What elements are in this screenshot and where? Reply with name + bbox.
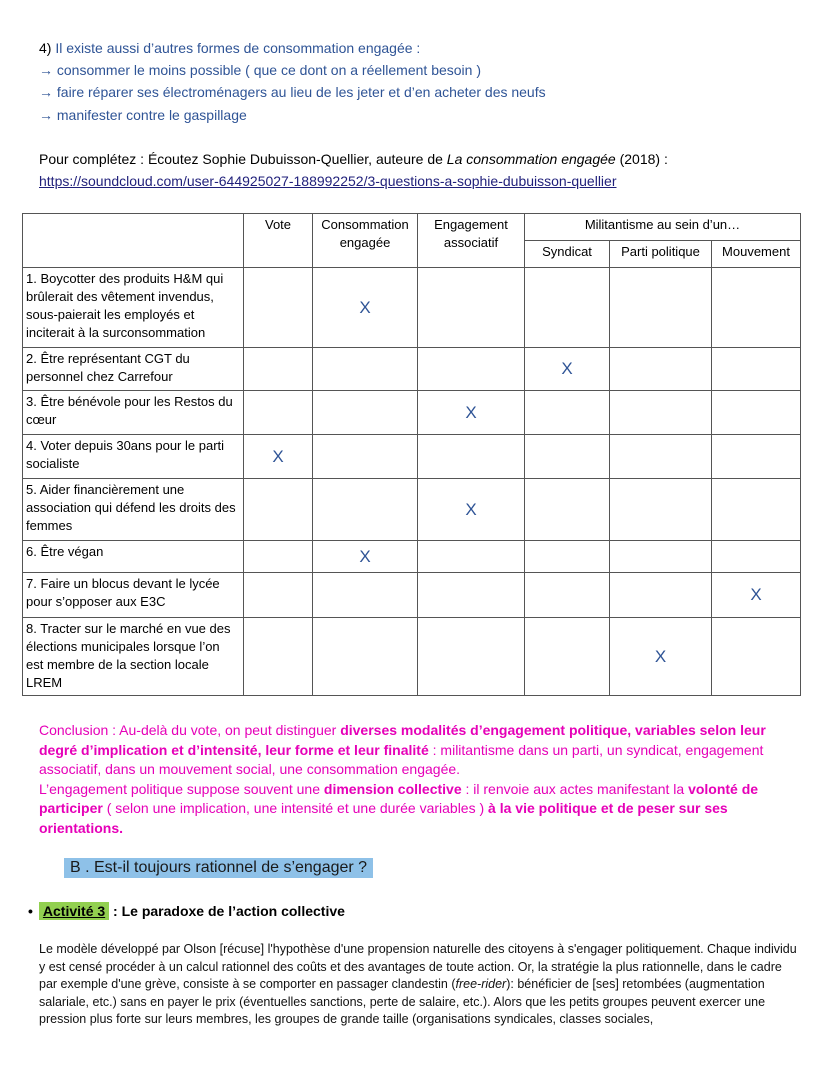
- intro-item-2: → faire réparer ses électroménagers au lieu de les jeter et d’en acheter des neufs: [39, 84, 546, 100]
- cell-parti: [610, 479, 712, 541]
- activity-heading: [28, 903, 345, 919]
- cell-engagement: [418, 268, 525, 348]
- conclusion-bold: diverses modalités d’engagement politique, variables selon leur degré d’implication et d’intensité, leur forme et leur finalité: [39, 722, 766, 758]
- table-body: [23, 268, 801, 696]
- olson-paragraph: [39, 941, 799, 1029]
- cell-parti: [610, 348, 712, 391]
- body-text: Le modèle développé par Olson [récuse] l'hypothèse d'une propension naturelle des citoyens à s'engager politiquement. Chaque individu y est censé procéder à un calcul rationnel des coûts et des avantages de toute action. Or, la stratégie la plus rationnelle, dans le cadre par exemple d'une grève, consiste à se comporter en passager clandestin (: [39, 942, 797, 991]
- row-label: 5. Aider financièrement une association qui défend les droits des femmes: [23, 479, 244, 541]
- conclusion-bold: à la vie politique et de peser sur ses orientations: [39, 800, 728, 836]
- check-mark: X: [465, 499, 477, 519]
- cell-parti: [610, 391, 712, 435]
- check-mark: X: [561, 359, 573, 378]
- cell-consommation: [313, 268, 418, 348]
- conclusion-bold: dimension collective: [323, 780, 462, 797]
- header-parti: Parti politique: [610, 241, 712, 268]
- conclusion-text: Conclusion : Au-delà du vote, on peut distinguer: [39, 722, 341, 738]
- cell-vote: [244, 435, 313, 479]
- book-title: La consommation engagée: [446, 151, 616, 167]
- cell-syndicat: [525, 479, 610, 541]
- header-mouvement: Mouvement: [712, 241, 801, 268]
- cell-engagement: [418, 541, 525, 573]
- intro-item-1: → consommer le moins possible ( que ce dont on a réellement besoin ): [39, 62, 481, 78]
- activity-title: : Le paradoxe de l’action collective: [113, 903, 345, 919]
- check-mark: X: [359, 546, 371, 566]
- cell-consommation: [313, 391, 418, 435]
- cell-engagement: [418, 479, 525, 541]
- header-vote: Vote: [244, 214, 313, 268]
- conclusion-bold: .: [119, 819, 124, 836]
- intro-heading-number: 4): [39, 40, 52, 56]
- cell-consommation: [313, 618, 418, 696]
- cell-mouvement: [712, 435, 801, 479]
- cell-vote: [244, 618, 313, 696]
- cell-consommation: [313, 348, 418, 391]
- table-row: [23, 268, 801, 348]
- table-row: [23, 391, 801, 435]
- table-corner-cell: [23, 214, 244, 268]
- cell-engagement: [418, 435, 525, 479]
- cell-vote: [244, 348, 313, 391]
- cell-engagement: [418, 618, 525, 696]
- conclusion-text: : il renvoie aux actes manifestant la: [461, 780, 689, 797]
- cell-mouvement: [712, 348, 801, 391]
- cell-engagement: [418, 348, 525, 391]
- cell-syndicat: [525, 618, 610, 696]
- cell-vote: [244, 391, 313, 435]
- row-label: 7. Faire un blocus devant le lycée pour s’opposer aux E3C: [23, 573, 244, 618]
- check-mark: X: [359, 297, 371, 317]
- cell-parti: [610, 618, 712, 696]
- engagement-table: [22, 213, 801, 696]
- cell-consommation: [313, 435, 418, 479]
- conclusion-paragraph-1: [39, 721, 799, 780]
- cell-consommation: [313, 479, 418, 541]
- row-label: 2. Être représentant CGT du personnel chez Carrefour: [23, 348, 244, 391]
- cell-syndicat: [525, 435, 610, 479]
- cell-syndicat: [525, 573, 610, 618]
- cell-mouvement: [712, 541, 801, 573]
- cell-syndicat: [525, 391, 610, 435]
- table-row: [23, 348, 801, 391]
- body-italic: free-rider: [455, 977, 507, 991]
- complete-prefix: Pour complétez : Écoutez Sophie Dubuisson-Quellier, auteure de: [39, 151, 447, 167]
- check-mark: X: [654, 646, 667, 666]
- cell-parti: [610, 435, 712, 479]
- table-row: [23, 435, 801, 479]
- cell-mouvement: [712, 618, 801, 696]
- cell-mouvement: [712, 268, 801, 348]
- cell-parti: [610, 268, 712, 348]
- body-text: ): bénéficier de [ses] retombées (augmentation salariale, etc.) sans en payer le prix (éventuelles sanctions, perte de salaire, etc.). Alors que les petits groupes peuvent exercer une pression plus forte sur leurs membres, les groupes de grande taille (organisations syndicales, classes sociales,: [39, 977, 766, 1026]
- cell-mouvement: [712, 573, 801, 618]
- conclusion-text: ( selon une implication, une intensité et une durée variables ): [102, 800, 489, 816]
- check-mark: X: [272, 446, 284, 466]
- table-row: [23, 541, 801, 573]
- complete-line: [39, 151, 668, 167]
- activity-tag: Activité 3: [39, 902, 109, 920]
- cell-mouvement: [712, 391, 801, 435]
- cell-vote: [244, 573, 313, 618]
- conclusion-bold: volonté de participer: [39, 780, 759, 816]
- cell-syndicat: [525, 268, 610, 348]
- conclusion-paragraph-2: [39, 780, 799, 839]
- section-title: B . Est-il toujours rationnel de s’engager ?: [64, 858, 373, 878]
- cell-vote: [244, 268, 313, 348]
- check-mark: X: [750, 585, 762, 604]
- soundcloud-link[interactable]: https://soundcloud.com/user-644925027-188992252/3-questions-a-sophie-dubuisson-quellier: [39, 173, 617, 189]
- cell-mouvement: [712, 479, 801, 541]
- row-label: 6. Être végan: [23, 541, 244, 573]
- row-label: 8. Tracter sur le marché en vue des élections municipales lorsque l’on est membre de la section locale LREM: [23, 618, 244, 696]
- row-label: 3. Être bénévole pour les Restos du cœur: [23, 391, 244, 435]
- cell-vote: [244, 479, 313, 541]
- cell-parti: [610, 573, 712, 618]
- bullet: •: [28, 903, 33, 919]
- table-row: [23, 618, 801, 696]
- header-consommation: Consommation engagée: [313, 214, 418, 268]
- cell-engagement: [418, 391, 525, 435]
- check-mark: X: [465, 402, 477, 422]
- intro-item-3: → manifester contre le gaspillage: [39, 107, 247, 123]
- cell-syndicat: [525, 348, 610, 391]
- cell-parti: [610, 541, 712, 573]
- cell-engagement: [418, 573, 525, 618]
- table-row: [23, 479, 801, 541]
- header-engagement: Engagement associatif: [418, 214, 525, 268]
- row-label: 1. Boycotter des produits H&M qui brûlerait des vêtement invendus, sous-paierait les employés et inciterait à la surconsommation: [23, 268, 244, 348]
- complete-suffix: (2018) :: [615, 151, 668, 167]
- cell-vote: [244, 541, 313, 573]
- table-row: [23, 573, 801, 618]
- intro-heading: [39, 40, 420, 56]
- cell-syndicat: [525, 541, 610, 573]
- conclusion: [39, 721, 799, 838]
- cell-consommation: [313, 541, 418, 573]
- intro-heading-text: Il existe aussi d’autres formes de consommation engagée :: [51, 40, 421, 56]
- header-syndicat: Syndicat: [525, 241, 610, 268]
- conclusion-text: : militantisme dans un parti, un syndicat, engagement associatif, dans un mouvement social, une consommation engagée.: [39, 741, 764, 777]
- header-militantisme: Militantisme au sein d’un…: [525, 214, 801, 241]
- row-label: 4. Voter depuis 30ans pour le parti socialiste: [23, 435, 244, 479]
- cell-consommation: [313, 573, 418, 618]
- conclusion-text: L’engagement politique suppose souvent une: [39, 780, 324, 797]
